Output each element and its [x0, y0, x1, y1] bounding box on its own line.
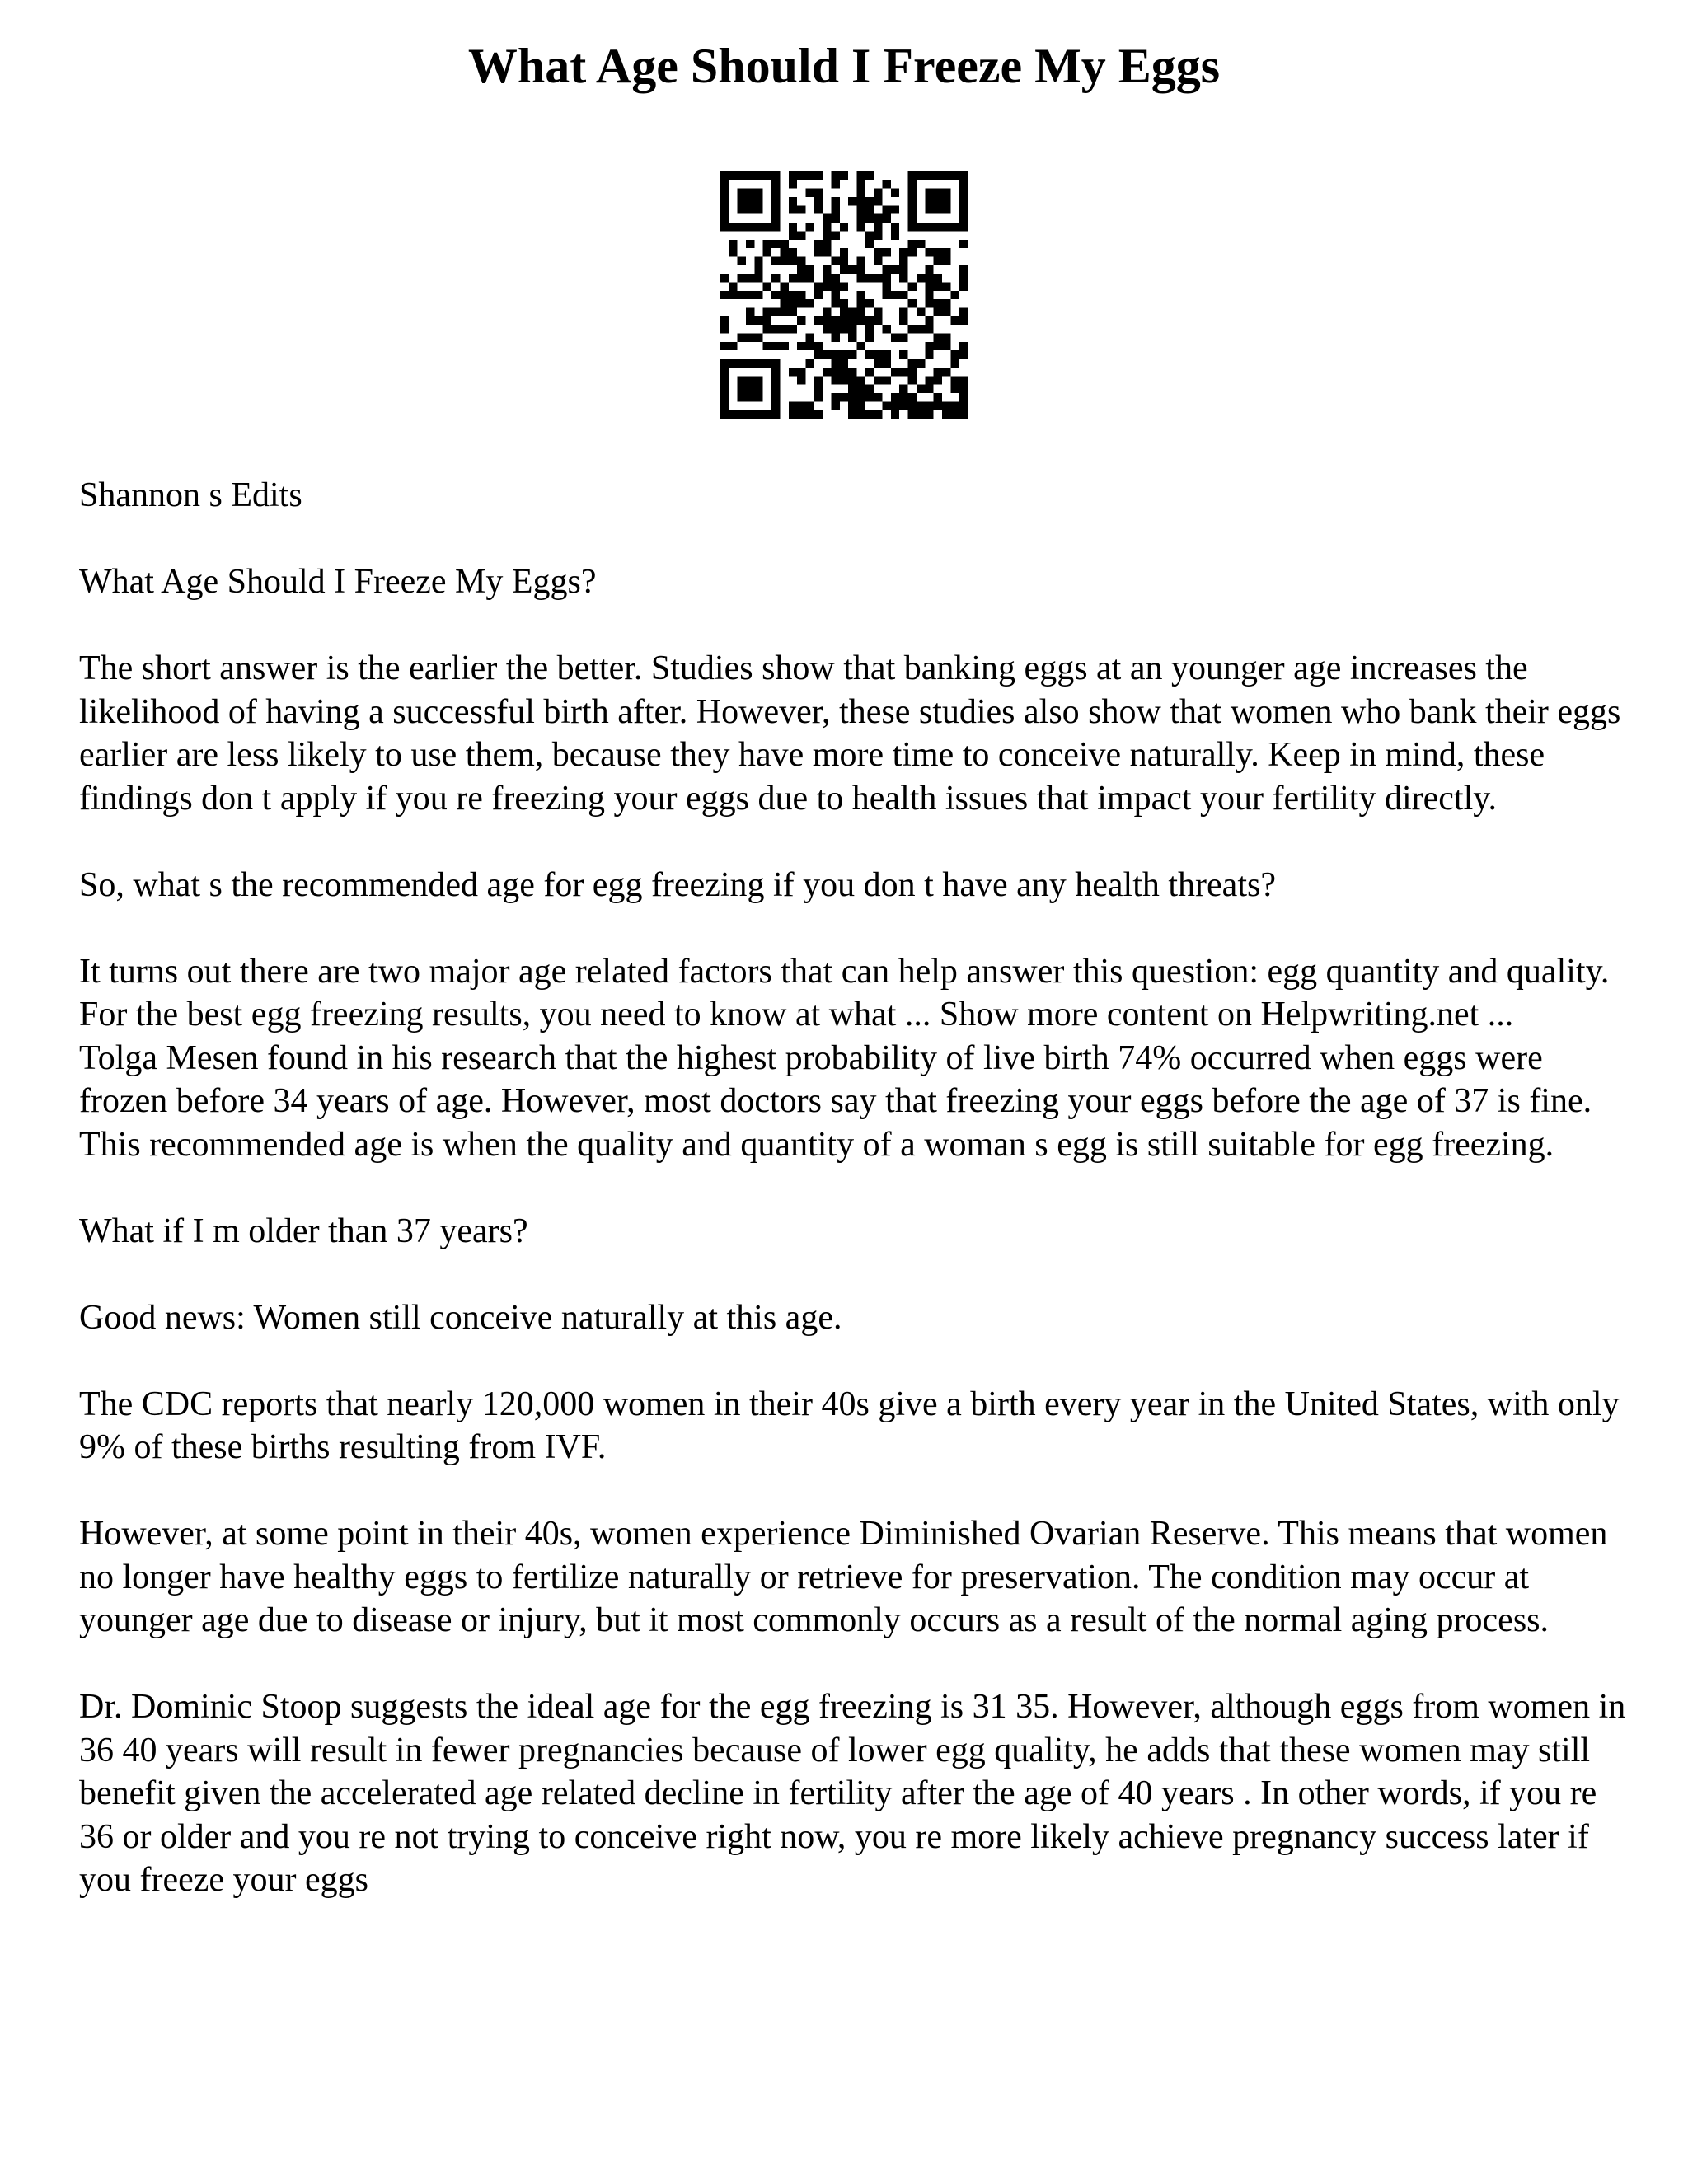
author-line: Shannon s Edits	[79, 476, 302, 514]
body-paragraph: Tolga Mesen found in his research that the highest probability of live birth 74% occurred when eggs were frozen before 34 years of age. However, most doctors say that freezing your eggs before the age of 37 is fine. This recommended age is when the quality and quantity of a woman s egg is still suitable for egg freezing.	[79, 1038, 1592, 1164]
body-paragraph: So, what s the recommended age for egg freezing if you don t have any health threats?	[79, 865, 1276, 904]
body-paragraph: The short answer is the earlier the better. Studies show that banking eggs at an younger age increases the likelihood of having a successful birth after. However, these studies also show that women who bank their eggs earlier are less likely to use them, because they have more time to conceive naturally. Keep in mind, these findings don t apply if you re freezing your eggs due to health issues that impact your fertility directly.	[79, 649, 1621, 818]
section-heading: What Age Should I Freeze My Eggs?	[79, 563, 597, 601]
document-body	[79, 474, 1629, 1945]
body-paragraph: It turns out there are two major age related factors that can help answer this question: egg quantity and quality. For the best egg freezing results, you need to know at what ... Show more content on Helpwriting.net ...	[79, 952, 1610, 1033]
body-paragraph: Good news: Women still conceive naturally at this age.	[79, 1298, 842, 1337]
body-paragraph: Dr. Dominic Stoop suggests the ideal age for the egg freezing is 31 35. However, although eggs from women in 36 40 years will result in fewer pregnancies because of lower egg quality, he adds that these women may still benefit given the accelerated age related decline in fertility after the age of 40 years . In other words, if you re 36 or older and you re not trying to conceive right now, you re more likely achieve pregnancy success later if you freeze your eggs	[79, 1688, 1626, 1899]
qr-code-icon	[720, 171, 968, 419]
body-paragraph: However, at some point in their 40s, women experience Diminished Ovarian Reserve. This means that women no longer have healthy eggs to fertilize naturally or retrieve for preservation. The condition may occur at younger age due to disease or injury, but it most commonly occurs as a result of the normal aging process.	[79, 1515, 1608, 1639]
body-paragraph: What if I m older than 37 years?	[79, 1212, 528, 1250]
body-paragraph: The CDC reports that nearly 120,000 women in their 40s give a birth every year in the United States, with only 9% of these births resulting from IVF.	[79, 1385, 1620, 1466]
document-title: What Age Should I Freeze My Eggs	[467, 39, 1221, 93]
